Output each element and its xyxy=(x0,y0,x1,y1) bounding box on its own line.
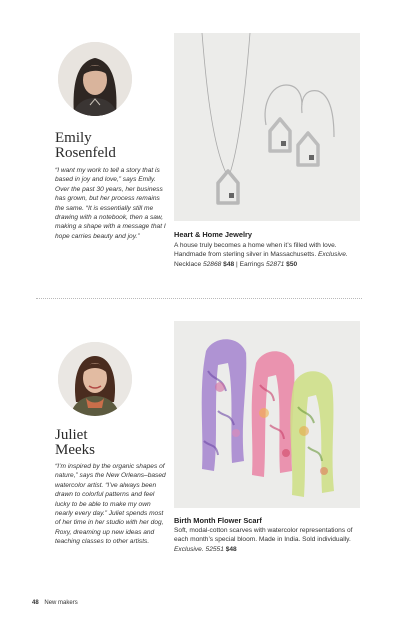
product-item1-sku: 52551 xyxy=(205,545,224,553)
maker-portrait-emily xyxy=(58,42,132,116)
product-exclusive: Exclusive. xyxy=(318,251,348,259)
section-name: New makers xyxy=(44,600,78,606)
product-item2-label: Earrings xyxy=(239,260,265,268)
maker-last-name: Rosenfeld xyxy=(55,145,116,161)
scarves-image xyxy=(174,321,360,508)
product-description-jewelry xyxy=(174,241,364,269)
maker-quote-juliet: “I’m inspired by the organic shapes of nature,” says the New Orleans–based watercolor artist. “I’ve always been drawn to colorful patterns and feel lucky to be able to make my own nearly every day.” Juliet spends most of her time in her studio with her dog, Roxy, dreaming up new ideas and teaching classes to other artists. xyxy=(55,463,166,546)
product-title-jewelry: Heart & Home Jewelry xyxy=(174,230,253,239)
product-item1-sku: 52868 xyxy=(202,260,222,268)
portrait-juliet-image xyxy=(58,342,132,416)
product-item1-price: $48 xyxy=(225,545,237,553)
maker-first-name: Emily xyxy=(55,130,92,146)
product-exclusive: Exclusive. xyxy=(174,545,204,553)
product-desc-text: Soft, modal-cotton scarves with watercolor representations of each month’s special bloom. Made in India. Sold individually. xyxy=(174,527,353,544)
product-item1-price: $48 xyxy=(223,260,235,268)
section-divider xyxy=(36,298,362,299)
maker-name-juliet xyxy=(55,428,165,458)
maker-first-name: Juliet xyxy=(55,427,88,443)
maker-quote-emily: “I want my work to tell a story that is based in joy and love,” says Emily. Over the past 30 years, her business has grown, but her process remains the same. “It is essentially still me drawing with a notebook, then a saw, making a shape with a message that I hope carries beauty and joy.” xyxy=(55,167,166,240)
page-footer xyxy=(32,600,78,606)
product-title-scarf: Birth Month Flower Scarf xyxy=(174,516,262,525)
jewelry-image xyxy=(174,33,360,221)
maker-portrait-juliet xyxy=(58,342,132,416)
product-description-scarf xyxy=(174,526,364,554)
product-item2-sku: 52871 xyxy=(265,260,285,268)
product-item2-price: $50 xyxy=(286,260,298,268)
product-item1-label: Necklace xyxy=(174,260,202,268)
portrait-emily-image xyxy=(58,42,132,116)
product-separator: | xyxy=(236,260,238,268)
maker-name-emily xyxy=(55,131,165,161)
maker-last-name: Meeks xyxy=(55,442,95,458)
product-photo-scarves xyxy=(174,321,360,508)
product-photo-jewelry xyxy=(174,33,360,221)
product-desc-text: A house truly becomes a home when it’s filled with love. Handmade from sterling silver in Massachusetts. xyxy=(174,242,337,259)
page-number: 48 xyxy=(32,600,39,606)
